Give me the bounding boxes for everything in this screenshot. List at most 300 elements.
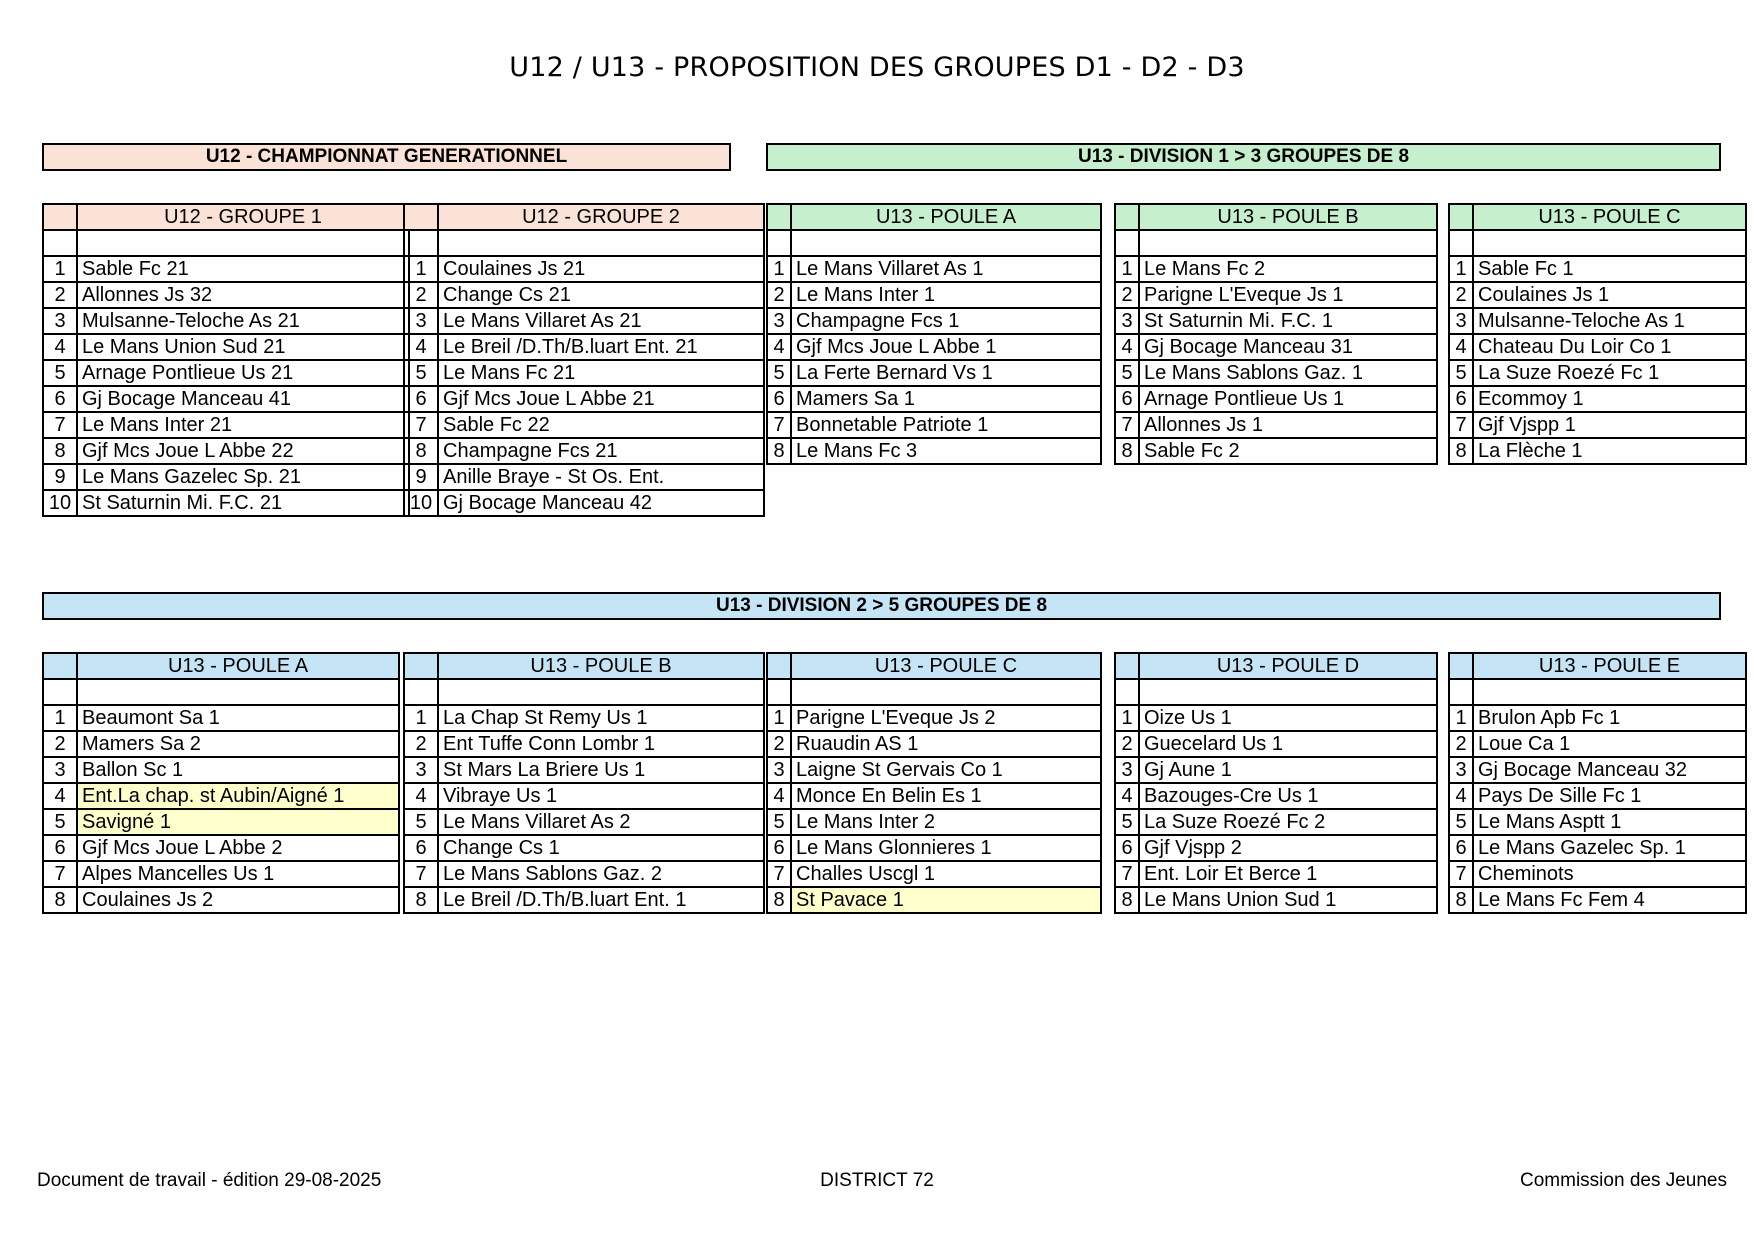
header-blank: [43, 653, 77, 679]
team-name: Alpes Mancelles Us 1: [77, 861, 399, 887]
team-rank: 1: [767, 256, 791, 282]
table-row: [43, 308, 409, 334]
team-rank: 1: [1449, 705, 1473, 731]
table-row: [43, 334, 409, 360]
table-row: [1115, 438, 1437, 464]
table-row: [767, 705, 1101, 731]
team-name: Gjf Mcs Joue L Abbe 21: [438, 386, 764, 412]
u12-groups-table-2: [403, 203, 765, 517]
blank-cell: [1449, 230, 1473, 256]
team-rank: 1: [404, 256, 438, 282]
team-rank: 7: [404, 861, 438, 887]
team-name: Gjf Mcs Joue L Abbe 22: [77, 438, 409, 464]
team-rank: 4: [1449, 783, 1473, 809]
team-rank: 6: [43, 835, 77, 861]
team-name: Vibraye Us 1: [438, 783, 764, 809]
team-name: Ballon Sc 1: [77, 757, 399, 783]
team-rank: 6: [1449, 386, 1473, 412]
table-row: [404, 412, 764, 438]
team-name: Change Cs 21: [438, 282, 764, 308]
table-row: [43, 386, 409, 412]
table-row: [1449, 412, 1746, 438]
team-name: Allonnes Js 32: [77, 282, 409, 308]
team-rank: 5: [43, 809, 77, 835]
team-name: La Ferte Bernard Vs 1: [791, 360, 1101, 386]
blank-cell: [1139, 230, 1437, 256]
team-name: Le Mans Gazelec Sp. 1: [1473, 835, 1746, 861]
team-rank: 8: [43, 438, 77, 464]
team-rank: 5: [1115, 809, 1139, 835]
team-rank: 6: [43, 386, 77, 412]
team-name: St Pavace 1: [791, 887, 1101, 913]
team-rank: 5: [1449, 809, 1473, 835]
d1-groups-table-2: [1114, 203, 1438, 465]
team-name: Mamers Sa 1: [791, 386, 1101, 412]
table-row: [1115, 809, 1437, 835]
blank-cell: [438, 230, 764, 256]
team-name: Gjf Vjspp 2: [1139, 835, 1437, 861]
team-name: Coulaines Js 21: [438, 256, 764, 282]
table-row: [43, 809, 399, 835]
team-rank: 5: [1115, 360, 1139, 386]
team-rank: 2: [1449, 282, 1473, 308]
blank-cell: [1449, 679, 1473, 705]
team-rank: 2: [767, 731, 791, 757]
team-name: Anille Braye - St Os. Ent.: [438, 464, 764, 490]
table-row: [1115, 835, 1437, 861]
team-rank: 8: [767, 438, 791, 464]
team-name: Beaumont Sa 1: [77, 705, 399, 731]
table-row: [404, 256, 764, 282]
team-rank: 7: [404, 412, 438, 438]
group-title: U12 - GROUPE 2: [438, 204, 764, 230]
team-name: Champagne Fcs 1: [791, 308, 1101, 334]
table-row: [1115, 731, 1437, 757]
table-row: [767, 282, 1101, 308]
team-name: Mamers Sa 2: [77, 731, 399, 757]
team-rank: 8: [1115, 438, 1139, 464]
team-rank: 4: [767, 334, 791, 360]
d2-groups-table-1: [42, 652, 400, 914]
team-name: Ent.La chap. st Aubin/Aigné 1: [77, 783, 399, 809]
team-rank: 1: [1449, 256, 1473, 282]
table-row: [767, 334, 1101, 360]
team-name: Gjf Mcs Joue L Abbe 2: [77, 835, 399, 861]
team-rank: 2: [43, 731, 77, 757]
table-row: [404, 490, 764, 516]
team-rank: 6: [1449, 835, 1473, 861]
team-rank: 4: [43, 783, 77, 809]
table-row: [404, 438, 764, 464]
team-name: Gjf Vjspp 1: [1473, 412, 1746, 438]
table-row: [1449, 334, 1746, 360]
table-row: [1449, 705, 1746, 731]
team-rank: 2: [1115, 731, 1139, 757]
table-row: [43, 256, 409, 282]
team-rank: 1: [43, 705, 77, 731]
team-rank: 3: [1449, 757, 1473, 783]
team-rank: 3: [767, 757, 791, 783]
team-name: Challes Uscgl 1: [791, 861, 1101, 887]
table-row: [1115, 783, 1437, 809]
table-row: [1115, 360, 1437, 386]
team-name: Le Mans Sablons Gaz. 2: [438, 861, 764, 887]
blank-cell: [77, 230, 409, 256]
u12-groups-table-1: [42, 203, 410, 517]
team-rank: 5: [767, 360, 791, 386]
group-title: U13 - POULE B: [438, 653, 764, 679]
table-row: [404, 783, 764, 809]
table-row: [43, 490, 409, 516]
team-rank: 4: [1449, 334, 1473, 360]
header-blank: [404, 653, 438, 679]
team-name: Le Mans Glonnieres 1: [791, 835, 1101, 861]
table-row: [43, 783, 399, 809]
group-title: U13 - POULE D: [1139, 653, 1437, 679]
team-name: Coulaines Js 2: [77, 887, 399, 913]
header-blank: [1115, 653, 1139, 679]
blank-cell: [43, 230, 77, 256]
team-rank: 8: [404, 887, 438, 913]
team-name: Ent Tuffe Conn Lombr 1: [438, 731, 764, 757]
table-row: [43, 887, 399, 913]
team-name: Bonnetable Patriote 1: [791, 412, 1101, 438]
blank-cell: [1473, 230, 1746, 256]
team-rank: 1: [1115, 256, 1139, 282]
team-name: Oize Us 1: [1139, 705, 1437, 731]
blank-cell: [404, 679, 438, 705]
table-row: [1115, 386, 1437, 412]
team-rank: 4: [1115, 334, 1139, 360]
d2-groups-table-4: [1114, 652, 1438, 914]
header-blank: [1115, 204, 1139, 230]
banner-u13-d1: U13 - DIVISION 1 > 3 GROUPES DE 8: [766, 143, 1721, 171]
table-row: [43, 731, 399, 757]
team-name: Le Mans Villaret As 21: [438, 308, 764, 334]
team-name: Le Mans Sablons Gaz. 1: [1139, 360, 1437, 386]
blank-cell: [1473, 679, 1746, 705]
team-rank: 10: [43, 490, 77, 516]
table-row: [1449, 887, 1746, 913]
table-row: [1115, 757, 1437, 783]
table-row: [43, 861, 399, 887]
blank-cell: [438, 679, 764, 705]
table-row: [404, 308, 764, 334]
table-row: [404, 731, 764, 757]
table-row: [43, 835, 399, 861]
team-rank: 6: [404, 386, 438, 412]
table-row: [1449, 783, 1746, 809]
team-name: Le Mans Fc 21: [438, 360, 764, 386]
team-name: Sable Fc 22: [438, 412, 764, 438]
header-blank: [404, 204, 438, 230]
table-row: [1115, 256, 1437, 282]
team-name: Le Mans Villaret As 2: [438, 809, 764, 835]
team-rank: 7: [1449, 412, 1473, 438]
team-rank: 1: [43, 256, 77, 282]
team-name: Le Mans Fc 2: [1139, 256, 1437, 282]
team-rank: 3: [404, 308, 438, 334]
table-row: [404, 386, 764, 412]
team-name: Ecommoy 1: [1473, 386, 1746, 412]
team-rank: 1: [1115, 705, 1139, 731]
table-row: [1449, 809, 1746, 835]
table-row: [1115, 334, 1437, 360]
table-row: [767, 438, 1101, 464]
team-rank: 2: [767, 282, 791, 308]
footer-left: Document de travail - édition 29-08-2025: [37, 1170, 382, 1191]
team-name: La Flèche 1: [1473, 438, 1746, 464]
team-rank: 4: [43, 334, 77, 360]
team-rank: 9: [404, 464, 438, 490]
table-row: [1449, 438, 1746, 464]
table-row: [1449, 861, 1746, 887]
team-rank: 2: [1449, 731, 1473, 757]
table-row: [43, 360, 409, 386]
team-rank: 5: [404, 809, 438, 835]
d1-groups-table-3: [1448, 203, 1747, 465]
team-rank: 6: [1115, 386, 1139, 412]
team-name: Parigne L'Eveque Js 1: [1139, 282, 1437, 308]
team-name: Le Mans Gazelec Sp. 21: [77, 464, 409, 490]
team-name: Arnage Pontlieue Us 21: [77, 360, 409, 386]
team-name: Gjf Mcs Joue L Abbe 1: [791, 334, 1101, 360]
table-row: [43, 282, 409, 308]
team-name: Ent. Loir Et Berce 1: [1139, 861, 1437, 887]
team-rank: 4: [404, 783, 438, 809]
team-name: Gj Bocage Manceau 41: [77, 386, 409, 412]
team-name: Mulsanne-Teloche As 21: [77, 308, 409, 334]
team-rank: 7: [43, 861, 77, 887]
team-name: Le Mans Union Sud 1: [1139, 887, 1437, 913]
table-row: [767, 731, 1101, 757]
team-rank: 7: [1449, 861, 1473, 887]
header-blank: [767, 204, 791, 230]
team-name: Sable Fc 1: [1473, 256, 1746, 282]
team-rank: 7: [767, 861, 791, 887]
table-row: [404, 757, 764, 783]
team-rank: 10: [404, 490, 438, 516]
team-rank: 9: [43, 464, 77, 490]
blank-cell: [1115, 230, 1139, 256]
table-row: [767, 386, 1101, 412]
blank-cell: [791, 230, 1101, 256]
team-name: Gj Bocage Manceau 31: [1139, 334, 1437, 360]
team-rank: 2: [404, 731, 438, 757]
table-row: [404, 282, 764, 308]
team-name: Gj Bocage Manceau 42: [438, 490, 764, 516]
team-name: Gj Bocage Manceau 32: [1473, 757, 1746, 783]
team-name: Le Mans Inter 21: [77, 412, 409, 438]
team-name: Arnage Pontlieue Us 1: [1139, 386, 1437, 412]
table-row: [1115, 705, 1437, 731]
group-title: U13 - POULE E: [1473, 653, 1746, 679]
group-title: U13 - POULE A: [77, 653, 399, 679]
table-row: [1449, 282, 1746, 308]
team-rank: 1: [767, 705, 791, 731]
team-rank: 8: [1449, 887, 1473, 913]
table-row: [43, 464, 409, 490]
blank-cell: [767, 679, 791, 705]
team-name: Le Mans Fc 3: [791, 438, 1101, 464]
team-name: Chateau Du Loir Co 1: [1473, 334, 1746, 360]
table-row: [404, 887, 764, 913]
table-row: [404, 809, 764, 835]
d2-groups-table-2: [403, 652, 765, 914]
group-title: U13 - POULE B: [1139, 204, 1437, 230]
team-name: Change Cs 1: [438, 835, 764, 861]
team-rank: 8: [43, 887, 77, 913]
team-name: Le Mans Asptt 1: [1473, 809, 1746, 835]
banner-u13-d2: U13 - DIVISION 2 > 5 GROUPES DE 8: [42, 592, 1721, 620]
team-name: St Mars La Briere Us 1: [438, 757, 764, 783]
team-name: Coulaines Js 1: [1473, 282, 1746, 308]
table-row: [404, 705, 764, 731]
team-rank: 5: [404, 360, 438, 386]
team-rank: 8: [1115, 887, 1139, 913]
table-row: [1449, 360, 1746, 386]
header-blank: [43, 204, 77, 230]
team-name: Guecelard Us 1: [1139, 731, 1437, 757]
team-rank: 2: [404, 282, 438, 308]
team-rank: 2: [1115, 282, 1139, 308]
team-rank: 8: [767, 887, 791, 913]
table-row: [1115, 887, 1437, 913]
blank-cell: [767, 230, 791, 256]
team-name: Bazouges-Cre Us 1: [1139, 783, 1437, 809]
team-name: Le Breil /D.Th/B.luart Ent. 1: [438, 887, 764, 913]
team-rank: 3: [767, 308, 791, 334]
team-rank: 8: [404, 438, 438, 464]
blank-cell: [43, 679, 77, 705]
table-row: [767, 835, 1101, 861]
team-name: Ruaudin AS 1: [791, 731, 1101, 757]
team-rank: 3: [1449, 308, 1473, 334]
team-rank: 8: [1449, 438, 1473, 464]
team-rank: 7: [767, 412, 791, 438]
team-name: La Suze Roezé Fc 1: [1473, 360, 1746, 386]
table-row: [1449, 256, 1746, 282]
team-name: Savigné 1: [77, 809, 399, 835]
table-row: [767, 757, 1101, 783]
team-rank: 4: [404, 334, 438, 360]
team-name: Laigne St Gervais Co 1: [791, 757, 1101, 783]
team-name: Le Breil /D.Th/B.luart Ent. 21: [438, 334, 764, 360]
team-rank: 6: [767, 386, 791, 412]
team-rank: 7: [43, 412, 77, 438]
team-name: La Suze Roezé Fc 2: [1139, 809, 1437, 835]
team-name: La Chap St Remy Us 1: [438, 705, 764, 731]
blank-cell: [77, 679, 399, 705]
team-rank: 6: [404, 835, 438, 861]
group-title: U13 - POULE A: [791, 204, 1101, 230]
team-name: Le Mans Union Sud 21: [77, 334, 409, 360]
table-row: [1449, 386, 1746, 412]
table-row: [43, 438, 409, 464]
blank-cell: [791, 679, 1101, 705]
table-row: [1115, 308, 1437, 334]
table-row: [1449, 757, 1746, 783]
team-name: St Saturnin Mi. F.C. 1: [1139, 308, 1437, 334]
team-rank: 4: [767, 783, 791, 809]
group-title: U12 - GROUPE 1: [77, 204, 409, 230]
d2-groups-table-3: [766, 652, 1102, 914]
team-rank: 1: [404, 705, 438, 731]
table-row: [43, 705, 399, 731]
d2-groups-table-5: [1448, 652, 1747, 914]
team-name: Le Mans Inter 1: [791, 282, 1101, 308]
table-row: [767, 308, 1101, 334]
team-name: Sable Fc 2: [1139, 438, 1437, 464]
blank-cell: [1139, 679, 1437, 705]
team-rank: 2: [43, 282, 77, 308]
team-rank: 6: [1115, 835, 1139, 861]
table-row: [1115, 861, 1437, 887]
table-row: [404, 360, 764, 386]
team-rank: 3: [43, 308, 77, 334]
header-blank: [1449, 204, 1473, 230]
team-name: Le Mans Inter 2: [791, 809, 1101, 835]
table-row: [1115, 412, 1437, 438]
team-rank: 6: [767, 835, 791, 861]
team-name: Champagne Fcs 21: [438, 438, 764, 464]
team-name: Mulsanne-Teloche As 1: [1473, 308, 1746, 334]
team-rank: 5: [767, 809, 791, 835]
table-row: [404, 334, 764, 360]
table-row: [767, 256, 1101, 282]
header-blank: [1449, 653, 1473, 679]
table-row: [767, 809, 1101, 835]
group-title: U13 - POULE C: [1473, 204, 1746, 230]
group-title: U13 - POULE C: [791, 653, 1101, 679]
team-name: Le Mans Villaret As 1: [791, 256, 1101, 282]
footer-right: Commission des Jeunes: [1520, 1170, 1727, 1191]
team-rank: 5: [43, 360, 77, 386]
team-name: Pays De Sille Fc 1: [1473, 783, 1746, 809]
table-row: [767, 887, 1101, 913]
team-name: Monce En Belin Es 1: [791, 783, 1101, 809]
page-title: U12 / U13 - PROPOSITION DES GROUPES D1 - D2 - D3: [509, 52, 1245, 83]
blank-cell: [1115, 679, 1139, 705]
table-row: [1449, 308, 1746, 334]
team-name: Loue Ca 1: [1473, 731, 1746, 757]
team-name: St Saturnin Mi. F.C. 21: [77, 490, 409, 516]
team-rank: 3: [404, 757, 438, 783]
team-rank: 7: [1115, 861, 1139, 887]
table-row: [404, 835, 764, 861]
team-name: Cheminots: [1473, 861, 1746, 887]
table-row: [767, 861, 1101, 887]
team-name: Brulon Apb Fc 1: [1473, 705, 1746, 731]
team-rank: 3: [43, 757, 77, 783]
team-name: Le Mans Fc Fem 4: [1473, 887, 1746, 913]
header-blank: [767, 653, 791, 679]
team-name: Sable Fc 21: [77, 256, 409, 282]
team-rank: 7: [1115, 412, 1139, 438]
table-row: [767, 412, 1101, 438]
team-name: Gj Aune 1: [1139, 757, 1437, 783]
banner-u12: U12 - CHAMPIONNAT GENERATIONNEL: [42, 143, 731, 171]
team-rank: 3: [1115, 308, 1139, 334]
blank-cell: [404, 230, 438, 256]
table-row: [404, 861, 764, 887]
table-row: [1449, 835, 1746, 861]
table-row: [43, 412, 409, 438]
d1-groups-table-1: [766, 203, 1102, 465]
team-rank: 4: [1115, 783, 1139, 809]
team-name: Parigne L'Eveque Js 2: [791, 705, 1101, 731]
team-rank: 5: [1449, 360, 1473, 386]
